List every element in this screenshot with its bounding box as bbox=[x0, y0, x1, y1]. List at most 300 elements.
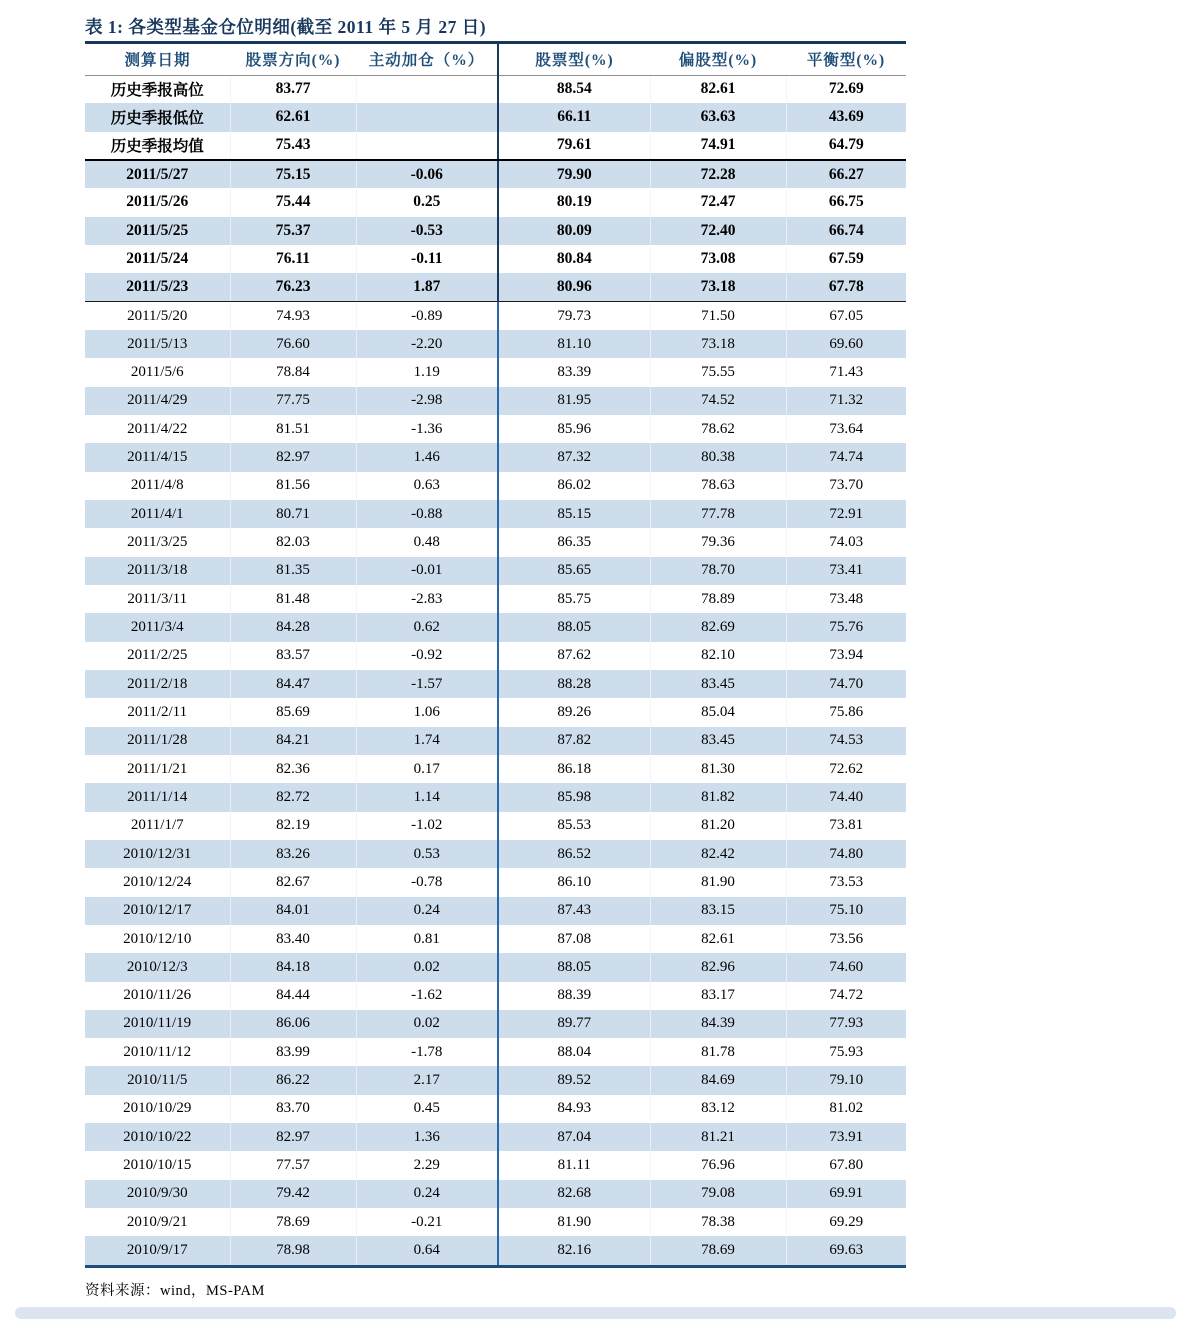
cell-value: 1.36 bbox=[356, 1123, 498, 1151]
cell-date: 2011/4/15 bbox=[127, 448, 188, 465]
cell-value: 81.11 bbox=[498, 1151, 650, 1179]
table-body bbox=[85, 75, 906, 1265]
cell-value: 75.44 bbox=[230, 188, 356, 216]
cell-value: 84.01 bbox=[230, 897, 356, 925]
cell-value: 88.39 bbox=[498, 982, 650, 1010]
cell-value: 85.69 bbox=[230, 698, 356, 726]
cell-value: 75.76 bbox=[786, 613, 906, 641]
table-row bbox=[85, 897, 906, 925]
cell-value: 73.64 bbox=[786, 415, 906, 443]
cell-date: 2010/12/24 bbox=[123, 873, 192, 890]
cell-value: -0.01 bbox=[356, 557, 498, 585]
cell-value: 0.25 bbox=[356, 188, 498, 216]
cell-value: 73.70 bbox=[786, 472, 906, 500]
cell-value: 81.51 bbox=[230, 415, 356, 443]
header-row bbox=[85, 44, 906, 75]
cell-value: 84.21 bbox=[230, 727, 356, 755]
cell-value: 74.52 bbox=[650, 387, 786, 415]
cell-date: 历史季报低位 bbox=[110, 110, 204, 128]
cell-value: 82.03 bbox=[230, 528, 356, 556]
cell-value: 87.04 bbox=[498, 1123, 650, 1151]
cell-value: 1.14 bbox=[356, 783, 498, 811]
cell-date: 2011/5/20 bbox=[127, 307, 188, 324]
cell-value: 2.17 bbox=[356, 1066, 498, 1094]
table-row bbox=[85, 982, 906, 1010]
cell-value: 43.69 bbox=[786, 103, 906, 131]
cell-value: 72.47 bbox=[650, 188, 786, 216]
table-row bbox=[85, 755, 906, 783]
cell-value: 81.02 bbox=[786, 1095, 906, 1123]
cell-value: 78.98 bbox=[230, 1236, 356, 1264]
cell-value: 82.61 bbox=[650, 925, 786, 953]
cell-value: -1.62 bbox=[356, 982, 498, 1010]
cell-value: 79.36 bbox=[650, 528, 786, 556]
cell-value: 73.48 bbox=[786, 585, 906, 613]
cell-value: 86.10 bbox=[498, 868, 650, 896]
cell-value: 80.09 bbox=[498, 217, 650, 245]
cell-value: 76.60 bbox=[230, 330, 356, 358]
cell-value: 73.08 bbox=[650, 245, 786, 273]
cell-value: 85.15 bbox=[498, 500, 650, 528]
cell-date: 2011/1/28 bbox=[127, 732, 188, 749]
cell-value: 82.96 bbox=[650, 953, 786, 981]
cell-value: 84.44 bbox=[230, 982, 356, 1010]
cell-value: 78.38 bbox=[650, 1208, 786, 1236]
table-row bbox=[85, 387, 906, 415]
cell-value: -0.11 bbox=[356, 245, 498, 273]
cell-value: 73.91 bbox=[786, 1123, 906, 1151]
cell-value: 82.10 bbox=[650, 642, 786, 670]
cell-value: 78.62 bbox=[650, 415, 786, 443]
cell-value: 88.05 bbox=[498, 613, 650, 641]
cell-value: 72.62 bbox=[786, 755, 906, 783]
table-row bbox=[85, 188, 906, 216]
table-row bbox=[85, 103, 906, 131]
cell-value: 75.93 bbox=[786, 1038, 906, 1066]
table-row bbox=[85, 443, 906, 471]
table-title: 表 1: 各类型基金仓位明细(截至 2011 年 5 月 27 日) bbox=[85, 17, 487, 37]
cell-date: 2011/4/22 bbox=[127, 420, 188, 437]
cell-value: 85.04 bbox=[650, 698, 786, 726]
cell-value: 81.82 bbox=[650, 783, 786, 811]
fund-position-table bbox=[85, 44, 906, 1265]
cell-value: 72.91 bbox=[786, 500, 906, 528]
cell-date: 2010/9/21 bbox=[126, 1213, 188, 1230]
cell-value: 75.43 bbox=[230, 132, 356, 160]
cell-value: 82.42 bbox=[650, 840, 786, 868]
cell-value: 74.91 bbox=[650, 132, 786, 160]
cell-date: 2011/5/6 bbox=[130, 363, 184, 380]
cell-value: 83.26 bbox=[230, 840, 356, 868]
column-header: 股票型(%) bbox=[498, 44, 650, 75]
table-row bbox=[85, 670, 906, 698]
cell-value: 69.63 bbox=[786, 1236, 906, 1264]
cell-value: 84.28 bbox=[230, 613, 356, 641]
cell-value: 76.11 bbox=[230, 245, 356, 273]
cell-value: 81.56 bbox=[230, 472, 356, 500]
table-row bbox=[85, 415, 906, 443]
column-header: 股票方向(%) bbox=[230, 44, 356, 75]
cell-value: 81.10 bbox=[498, 330, 650, 358]
cell-value: 74.93 bbox=[230, 302, 356, 330]
cell-value: 83.40 bbox=[230, 925, 356, 953]
cell-value: 74.74 bbox=[786, 443, 906, 471]
cell-value: 0.02 bbox=[356, 1010, 498, 1038]
cell-value: 0.45 bbox=[356, 1095, 498, 1123]
cell-value: 81.90 bbox=[498, 1208, 650, 1236]
table-row bbox=[85, 302, 906, 330]
cell-value: 75.15 bbox=[230, 160, 356, 188]
cell-date: 2011/5/24 bbox=[126, 250, 189, 268]
table-row bbox=[85, 1066, 906, 1094]
cell-value: 80.19 bbox=[498, 188, 650, 216]
cell-value: 78.69 bbox=[650, 1236, 786, 1264]
cell-date: 2010/9/17 bbox=[126, 1242, 188, 1259]
cell-value: 83.77 bbox=[230, 75, 356, 103]
table-row bbox=[85, 642, 906, 670]
cell-value: 77.78 bbox=[650, 500, 786, 528]
cell-value bbox=[356, 103, 498, 131]
table-row bbox=[85, 273, 906, 301]
table-row bbox=[85, 727, 906, 755]
cell-date: 2011/3/18 bbox=[127, 562, 188, 579]
cell-value: 83.12 bbox=[650, 1095, 786, 1123]
cell-value: 86.35 bbox=[498, 528, 650, 556]
cell-value: 85.98 bbox=[498, 783, 650, 811]
cell-value: 82.19 bbox=[230, 812, 356, 840]
cell-value: 83.15 bbox=[650, 897, 786, 925]
cell-value: -1.36 bbox=[356, 415, 498, 443]
cell-value: 87.82 bbox=[498, 727, 650, 755]
cell-value: 78.69 bbox=[230, 1208, 356, 1236]
cell-value: 85.53 bbox=[498, 812, 650, 840]
table-row bbox=[85, 953, 906, 981]
cell-value: 67.59 bbox=[786, 245, 906, 273]
column-header: 偏股型(%) bbox=[650, 44, 786, 75]
cell-value: 72.69 bbox=[786, 75, 906, 103]
cell-date: 2011/5/26 bbox=[126, 193, 189, 211]
cell-value bbox=[356, 75, 498, 103]
cell-value: 73.18 bbox=[650, 330, 786, 358]
cell-value: 80.71 bbox=[230, 500, 356, 528]
cell-value: -0.89 bbox=[356, 302, 498, 330]
cell-value: -0.92 bbox=[356, 642, 498, 670]
cell-value: 67.80 bbox=[786, 1151, 906, 1179]
cell-value: -2.20 bbox=[356, 330, 498, 358]
cell-value: 75.10 bbox=[786, 897, 906, 925]
cell-value: 73.41 bbox=[786, 557, 906, 585]
table-row bbox=[85, 132, 906, 160]
cell-value: 73.18 bbox=[650, 273, 786, 301]
cell-date: 2011/4/29 bbox=[127, 392, 188, 409]
cell-value: 80.38 bbox=[650, 443, 786, 471]
cell-value: 81.48 bbox=[230, 585, 356, 613]
cell-value: 79.42 bbox=[230, 1180, 356, 1208]
cell-value: 71.32 bbox=[786, 387, 906, 415]
cell-value: 74.70 bbox=[786, 670, 906, 698]
cell-date: 2011/3/4 bbox=[130, 618, 184, 635]
cell-value: 66.75 bbox=[786, 188, 906, 216]
cell-value: 1.19 bbox=[356, 358, 498, 386]
cell-value: 82.36 bbox=[230, 755, 356, 783]
cell-value: 80.84 bbox=[498, 245, 650, 273]
cell-value: 76.96 bbox=[650, 1151, 786, 1179]
table-row bbox=[85, 160, 906, 188]
cell-value: 75.37 bbox=[230, 217, 356, 245]
cell-value: 87.32 bbox=[498, 443, 650, 471]
cell-value: 69.60 bbox=[786, 330, 906, 358]
cell-value: 87.62 bbox=[498, 642, 650, 670]
cell-value: 84.39 bbox=[650, 1010, 786, 1038]
table-row bbox=[85, 245, 906, 273]
cell-value: 82.69 bbox=[650, 613, 786, 641]
cell-value: 86.22 bbox=[230, 1066, 356, 1094]
cell-value: 74.03 bbox=[786, 528, 906, 556]
cell-value: 69.91 bbox=[786, 1180, 906, 1208]
cell-value: 88.05 bbox=[498, 953, 650, 981]
cell-value: 77.93 bbox=[786, 1010, 906, 1038]
cell-value: 72.28 bbox=[650, 160, 786, 188]
cell-value: 88.28 bbox=[498, 670, 650, 698]
column-header: 平衡型(%) bbox=[786, 44, 906, 75]
cell-value: 82.68 bbox=[498, 1180, 650, 1208]
cell-date: 2011/1/7 bbox=[130, 817, 184, 834]
cell-value: -1.78 bbox=[356, 1038, 498, 1066]
cell-date: 历史季报高位 bbox=[110, 82, 204, 100]
cell-date: 2011/1/21 bbox=[127, 760, 188, 777]
cell-value: 82.61 bbox=[650, 75, 786, 103]
table-row bbox=[85, 330, 906, 358]
cell-value: 81.95 bbox=[498, 387, 650, 415]
cell-date: 2010/10/22 bbox=[123, 1128, 192, 1145]
cell-value: 87.43 bbox=[498, 897, 650, 925]
cell-value: 86.52 bbox=[498, 840, 650, 868]
cell-value: 82.67 bbox=[230, 868, 356, 896]
cell-value: 83.17 bbox=[650, 982, 786, 1010]
cell-value: 84.47 bbox=[230, 670, 356, 698]
cell-value: 83.45 bbox=[650, 727, 786, 755]
cell-date: 2010/11/5 bbox=[127, 1072, 188, 1089]
cell-value: 78.63 bbox=[650, 472, 786, 500]
cell-value: 71.50 bbox=[650, 302, 786, 330]
table-row bbox=[85, 868, 906, 896]
horizontal-scrollbar[interactable] bbox=[15, 1307, 1176, 1319]
cell-date: 2010/10/29 bbox=[123, 1100, 192, 1117]
cell-value: 73.56 bbox=[786, 925, 906, 953]
cell-value: -0.78 bbox=[356, 868, 498, 896]
cell-value: 0.02 bbox=[356, 953, 498, 981]
cell-date: 2010/11/26 bbox=[123, 987, 192, 1004]
cell-value: 74.40 bbox=[786, 783, 906, 811]
cell-value: -1.02 bbox=[356, 812, 498, 840]
cell-value: 1.46 bbox=[356, 443, 498, 471]
cell-value: 62.61 bbox=[230, 103, 356, 131]
cell-value: 78.70 bbox=[650, 557, 786, 585]
cell-value: 81.90 bbox=[650, 868, 786, 896]
cell-value: 85.75 bbox=[498, 585, 650, 613]
cell-value: 79.61 bbox=[498, 132, 650, 160]
cell-value: 86.18 bbox=[498, 755, 650, 783]
cell-value: 81.35 bbox=[230, 557, 356, 585]
cell-value: 66.74 bbox=[786, 217, 906, 245]
cell-date: 2011/2/25 bbox=[127, 647, 188, 664]
cell-value: 64.79 bbox=[786, 132, 906, 160]
cell-value: 80.96 bbox=[498, 273, 650, 301]
cell-date: 2010/11/19 bbox=[123, 1015, 192, 1032]
table-row bbox=[85, 1038, 906, 1066]
table-row bbox=[85, 75, 906, 103]
cell-value: 88.54 bbox=[498, 75, 650, 103]
cell-value: 0.17 bbox=[356, 755, 498, 783]
cell-value: 89.26 bbox=[498, 698, 650, 726]
cell-value: 73.94 bbox=[786, 642, 906, 670]
cell-value: 89.77 bbox=[498, 1010, 650, 1038]
cell-value: -1.57 bbox=[356, 670, 498, 698]
table-row bbox=[85, 840, 906, 868]
cell-value: 84.93 bbox=[498, 1095, 650, 1123]
cell-value: 0.64 bbox=[356, 1236, 498, 1264]
table-row bbox=[85, 1123, 906, 1151]
cell-value: 83.57 bbox=[230, 642, 356, 670]
cell-value bbox=[356, 132, 498, 160]
table-row bbox=[85, 500, 906, 528]
cell-value: 73.53 bbox=[786, 868, 906, 896]
cell-value: -2.83 bbox=[356, 585, 498, 613]
cell-value: 83.39 bbox=[498, 358, 650, 386]
cell-value: 86.06 bbox=[230, 1010, 356, 1038]
cell-value: 74.60 bbox=[786, 953, 906, 981]
cell-value: 66.11 bbox=[498, 103, 650, 131]
cell-value: 82.97 bbox=[230, 1123, 356, 1151]
cell-value: 0.24 bbox=[356, 897, 498, 925]
column-header: 主动加仓（%） bbox=[356, 44, 498, 75]
table-row bbox=[85, 358, 906, 386]
table-row bbox=[85, 1180, 906, 1208]
cell-value: 84.18 bbox=[230, 953, 356, 981]
cell-value: 82.97 bbox=[230, 443, 356, 471]
table-row bbox=[85, 783, 906, 811]
cell-value: 76.23 bbox=[230, 273, 356, 301]
cell-value: -0.53 bbox=[356, 217, 498, 245]
table-row bbox=[85, 613, 906, 641]
cell-value: 86.02 bbox=[498, 472, 650, 500]
cell-value: 79.90 bbox=[498, 160, 650, 188]
cell-value: 81.78 bbox=[650, 1038, 786, 1066]
cell-value: -0.88 bbox=[356, 500, 498, 528]
table-header bbox=[85, 44, 906, 75]
cell-value: 63.63 bbox=[650, 103, 786, 131]
table-row bbox=[85, 472, 906, 500]
table-row bbox=[85, 557, 906, 585]
cell-value: 77.75 bbox=[230, 387, 356, 415]
cell-date: 2010/12/3 bbox=[126, 958, 188, 975]
cell-value: 83.99 bbox=[230, 1038, 356, 1066]
cell-date: 2010/10/15 bbox=[123, 1157, 192, 1174]
cell-value: 79.10 bbox=[786, 1066, 906, 1094]
cell-value: 71.43 bbox=[786, 358, 906, 386]
cell-value: 85.96 bbox=[498, 415, 650, 443]
fund-position-table-wrap bbox=[85, 41, 906, 1268]
table-row bbox=[85, 528, 906, 556]
table-row bbox=[85, 1151, 906, 1179]
cell-value: 78.84 bbox=[230, 358, 356, 386]
cell-value: 83.45 bbox=[650, 670, 786, 698]
cell-value: 85.65 bbox=[498, 557, 650, 585]
cell-date: 2011/5/27 bbox=[126, 165, 189, 183]
cell-value: 69.29 bbox=[786, 1208, 906, 1236]
cell-date: 2011/3/11 bbox=[127, 590, 188, 607]
cell-date: 2011/5/25 bbox=[126, 221, 189, 239]
cell-value: 66.27 bbox=[786, 160, 906, 188]
cell-value: 74.53 bbox=[786, 727, 906, 755]
cell-value: 81.21 bbox=[650, 1123, 786, 1151]
cell-date: 2010/12/17 bbox=[123, 902, 192, 919]
cell-value: 77.57 bbox=[230, 1151, 356, 1179]
cell-value: 81.30 bbox=[650, 755, 786, 783]
cell-date: 2010/11/12 bbox=[123, 1043, 192, 1060]
cell-date: 2011/4/8 bbox=[130, 477, 184, 494]
cell-value: 87.08 bbox=[498, 925, 650, 953]
cell-value: 75.86 bbox=[786, 698, 906, 726]
cell-date: 2010/12/31 bbox=[123, 845, 192, 862]
cell-date: 2011/1/14 bbox=[127, 788, 188, 805]
cell-date: 2011/2/18 bbox=[127, 675, 188, 692]
cell-value: 0.63 bbox=[356, 472, 498, 500]
cell-value: 1.06 bbox=[356, 698, 498, 726]
table-row bbox=[85, 217, 906, 245]
cell-value: 0.53 bbox=[356, 840, 498, 868]
table-row bbox=[85, 925, 906, 953]
cell-value: 0.24 bbox=[356, 1180, 498, 1208]
data-source-note: 资料来源：wind，MS-PAM bbox=[85, 1283, 265, 1299]
cell-value: 1.87 bbox=[356, 273, 498, 301]
cell-value: 0.81 bbox=[356, 925, 498, 953]
cell-value: 74.80 bbox=[786, 840, 906, 868]
cell-date: 2011/3/25 bbox=[127, 533, 188, 550]
cell-value: 72.40 bbox=[650, 217, 786, 245]
table-row bbox=[85, 1010, 906, 1038]
cell-value: -2.98 bbox=[356, 387, 498, 415]
cell-value: 84.69 bbox=[650, 1066, 786, 1094]
cell-date: 2010/12/10 bbox=[123, 930, 192, 947]
table-row bbox=[85, 698, 906, 726]
cell-date: 2011/2/11 bbox=[127, 703, 188, 720]
cell-value: 82.16 bbox=[498, 1236, 650, 1264]
cell-value: 79.73 bbox=[498, 302, 650, 330]
cell-value: 0.48 bbox=[356, 528, 498, 556]
cell-date: 2011/5/13 bbox=[127, 335, 188, 352]
table-row bbox=[85, 585, 906, 613]
cell-value: 2.29 bbox=[356, 1151, 498, 1179]
cell-value: 83.70 bbox=[230, 1095, 356, 1123]
cell-value: 88.04 bbox=[498, 1038, 650, 1066]
table-row bbox=[85, 1236, 906, 1264]
cell-date: 2010/9/30 bbox=[126, 1185, 188, 1202]
table-row bbox=[85, 1208, 906, 1236]
cell-value: 1.74 bbox=[356, 727, 498, 755]
cell-value: 74.72 bbox=[786, 982, 906, 1010]
cell-value: 89.52 bbox=[498, 1066, 650, 1094]
cell-value: 73.81 bbox=[786, 812, 906, 840]
cell-date: 2011/5/23 bbox=[85, 273, 230, 301]
cell-value: 0.62 bbox=[356, 613, 498, 641]
cell-date: 历史季报均值 bbox=[85, 132, 230, 160]
cell-value: 67.78 bbox=[786, 273, 906, 301]
cell-value: 81.20 bbox=[650, 812, 786, 840]
cell-value: 78.89 bbox=[650, 585, 786, 613]
column-header: 测算日期 bbox=[85, 44, 230, 75]
cell-value: 79.08 bbox=[650, 1180, 786, 1208]
